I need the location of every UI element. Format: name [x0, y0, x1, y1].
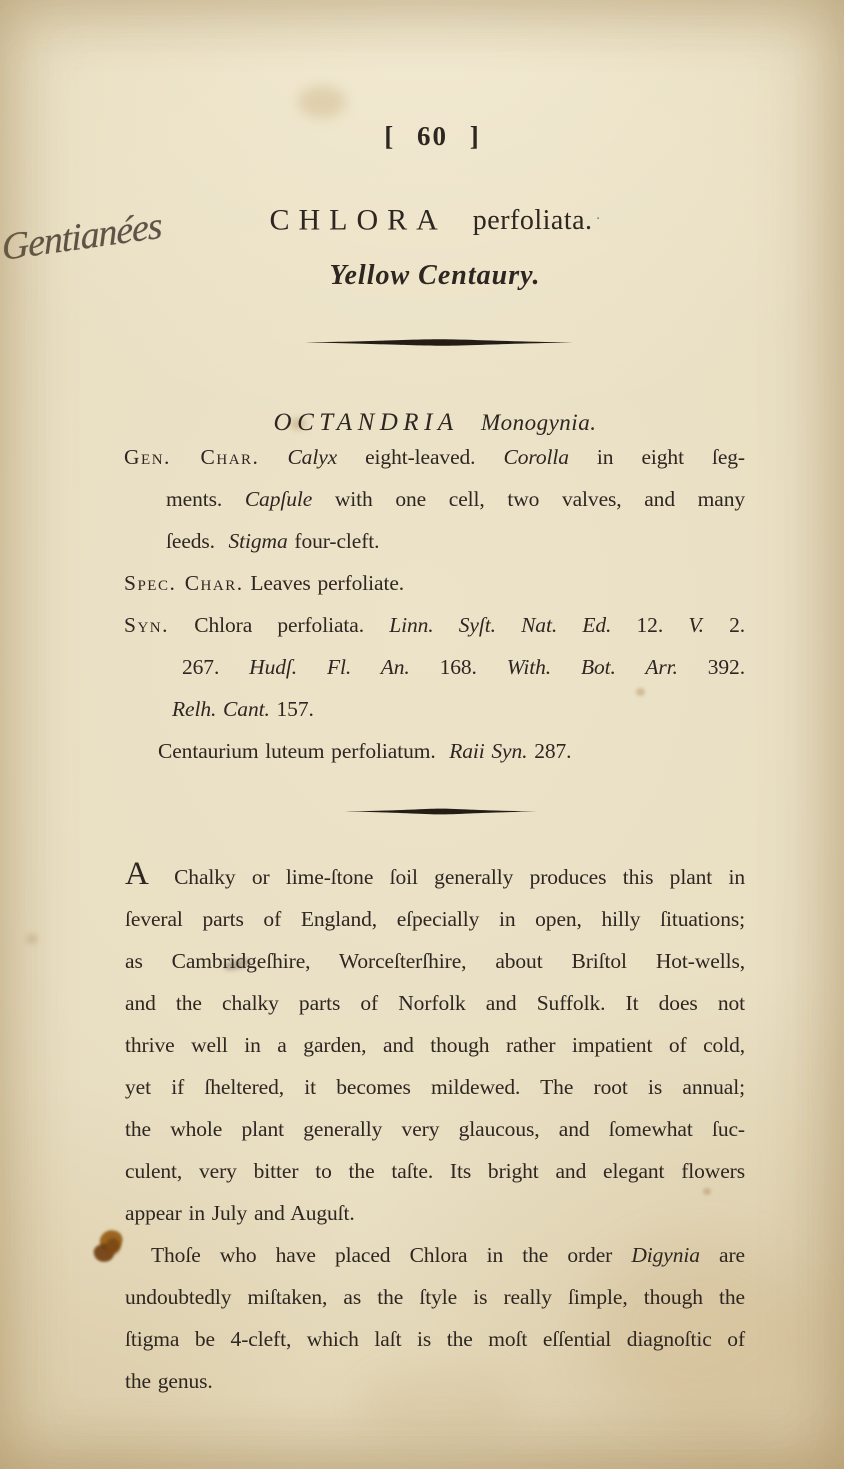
order-name: Monogynia. — [480, 410, 597, 435]
taxonomy-line: 267. Hudſ. Fl. An. 168. With. Bot. Arr. 392. — [182, 655, 745, 679]
body-text-line: ſeveral parts of England, eſpecially in open, hilly ſituations; — [125, 907, 745, 931]
taxonomy-line: Spec. Char. Leaves perfoliate. — [124, 571, 405, 595]
body-text-line: yet if ſheltered, it becomes mildewed. The root is annual; — [125, 1075, 745, 1099]
body-text-line: undoubtedly miſtaken, as the ſtyle is really ſimple, though the — [125, 1285, 745, 1309]
body-text-line — [125, 856, 745, 898]
body-text-line: and the chalky parts of Norfolk and Suffolk. It does not — [125, 991, 745, 1015]
body-text-span: Chalky or lime-ſtone ſoil generally produces this plant in — [174, 865, 746, 889]
body-text-line: the whole plant generally very glaucous, and ſomewhat ſuc- — [125, 1117, 745, 1141]
ornamental-swelled-rule — [305, 338, 573, 347]
page-number: [ 60 ] — [384, 121, 481, 151]
printer-mark: · — [595, 211, 601, 227]
ink-blot — [92, 1228, 128, 1270]
taxonomy-line: ments. Capſule with one cell, two valves, and many — [166, 487, 745, 511]
class-name: OCTANDRIA — [273, 409, 459, 436]
taxonomy-line: Relh. Cant. 157. — [172, 697, 314, 721]
taxonomy-line: ſeeds. Stigma four-cleft. — [166, 529, 380, 553]
species-title — [125, 199, 745, 245]
ornamental-swelled-rule — [345, 807, 537, 816]
body-text-line: thrive well in a garden, and though rather impatient of cold, — [125, 1033, 745, 1057]
taxonomy-line: Syn. Chlora perfoliata. Linn. Syſt. Nat. Ed. 12. V. 2. — [124, 613, 746, 637]
common-name: Yellow Centaury. — [329, 260, 541, 291]
body-text-line: ſtigma be 4-cleft, which laſt is the moſt eſſential diagnoſtic of — [125, 1327, 745, 1351]
body-text-line: Thoſe who have placed Chlora in the order Digynia are — [151, 1243, 745, 1267]
foxing-stain — [298, 86, 346, 118]
species-epithet: perfoliata. — [472, 205, 593, 237]
body-text — [125, 856, 745, 1402]
taxonomy-line: Centaurium luteum perfoliatum. Raii Syn. 287. — [158, 739, 572, 763]
body-text-line: as Cambridgeſhire, Worceſterſhire, about Briſtol Hot-wells, — [125, 949, 745, 973]
body-text-line: appear in July and Auguſt. — [125, 1201, 355, 1225]
handwritten-annotation: Gentianées — [1, 204, 163, 270]
drop-cap: A — [125, 856, 149, 892]
body-text-line: the genus. — [125, 1369, 213, 1393]
foxing-stain — [26, 934, 38, 944]
genus-name: CHLORA — [269, 203, 447, 237]
taxonomy-block — [124, 436, 745, 772]
body-text-line: culent, very bitter to the taſte. Its bright and elegant flowers — [125, 1159, 745, 1183]
taxonomy-line: Gen. Char. Calyx eight-leaved. Corolla in eight ſeg- — [124, 445, 745, 469]
